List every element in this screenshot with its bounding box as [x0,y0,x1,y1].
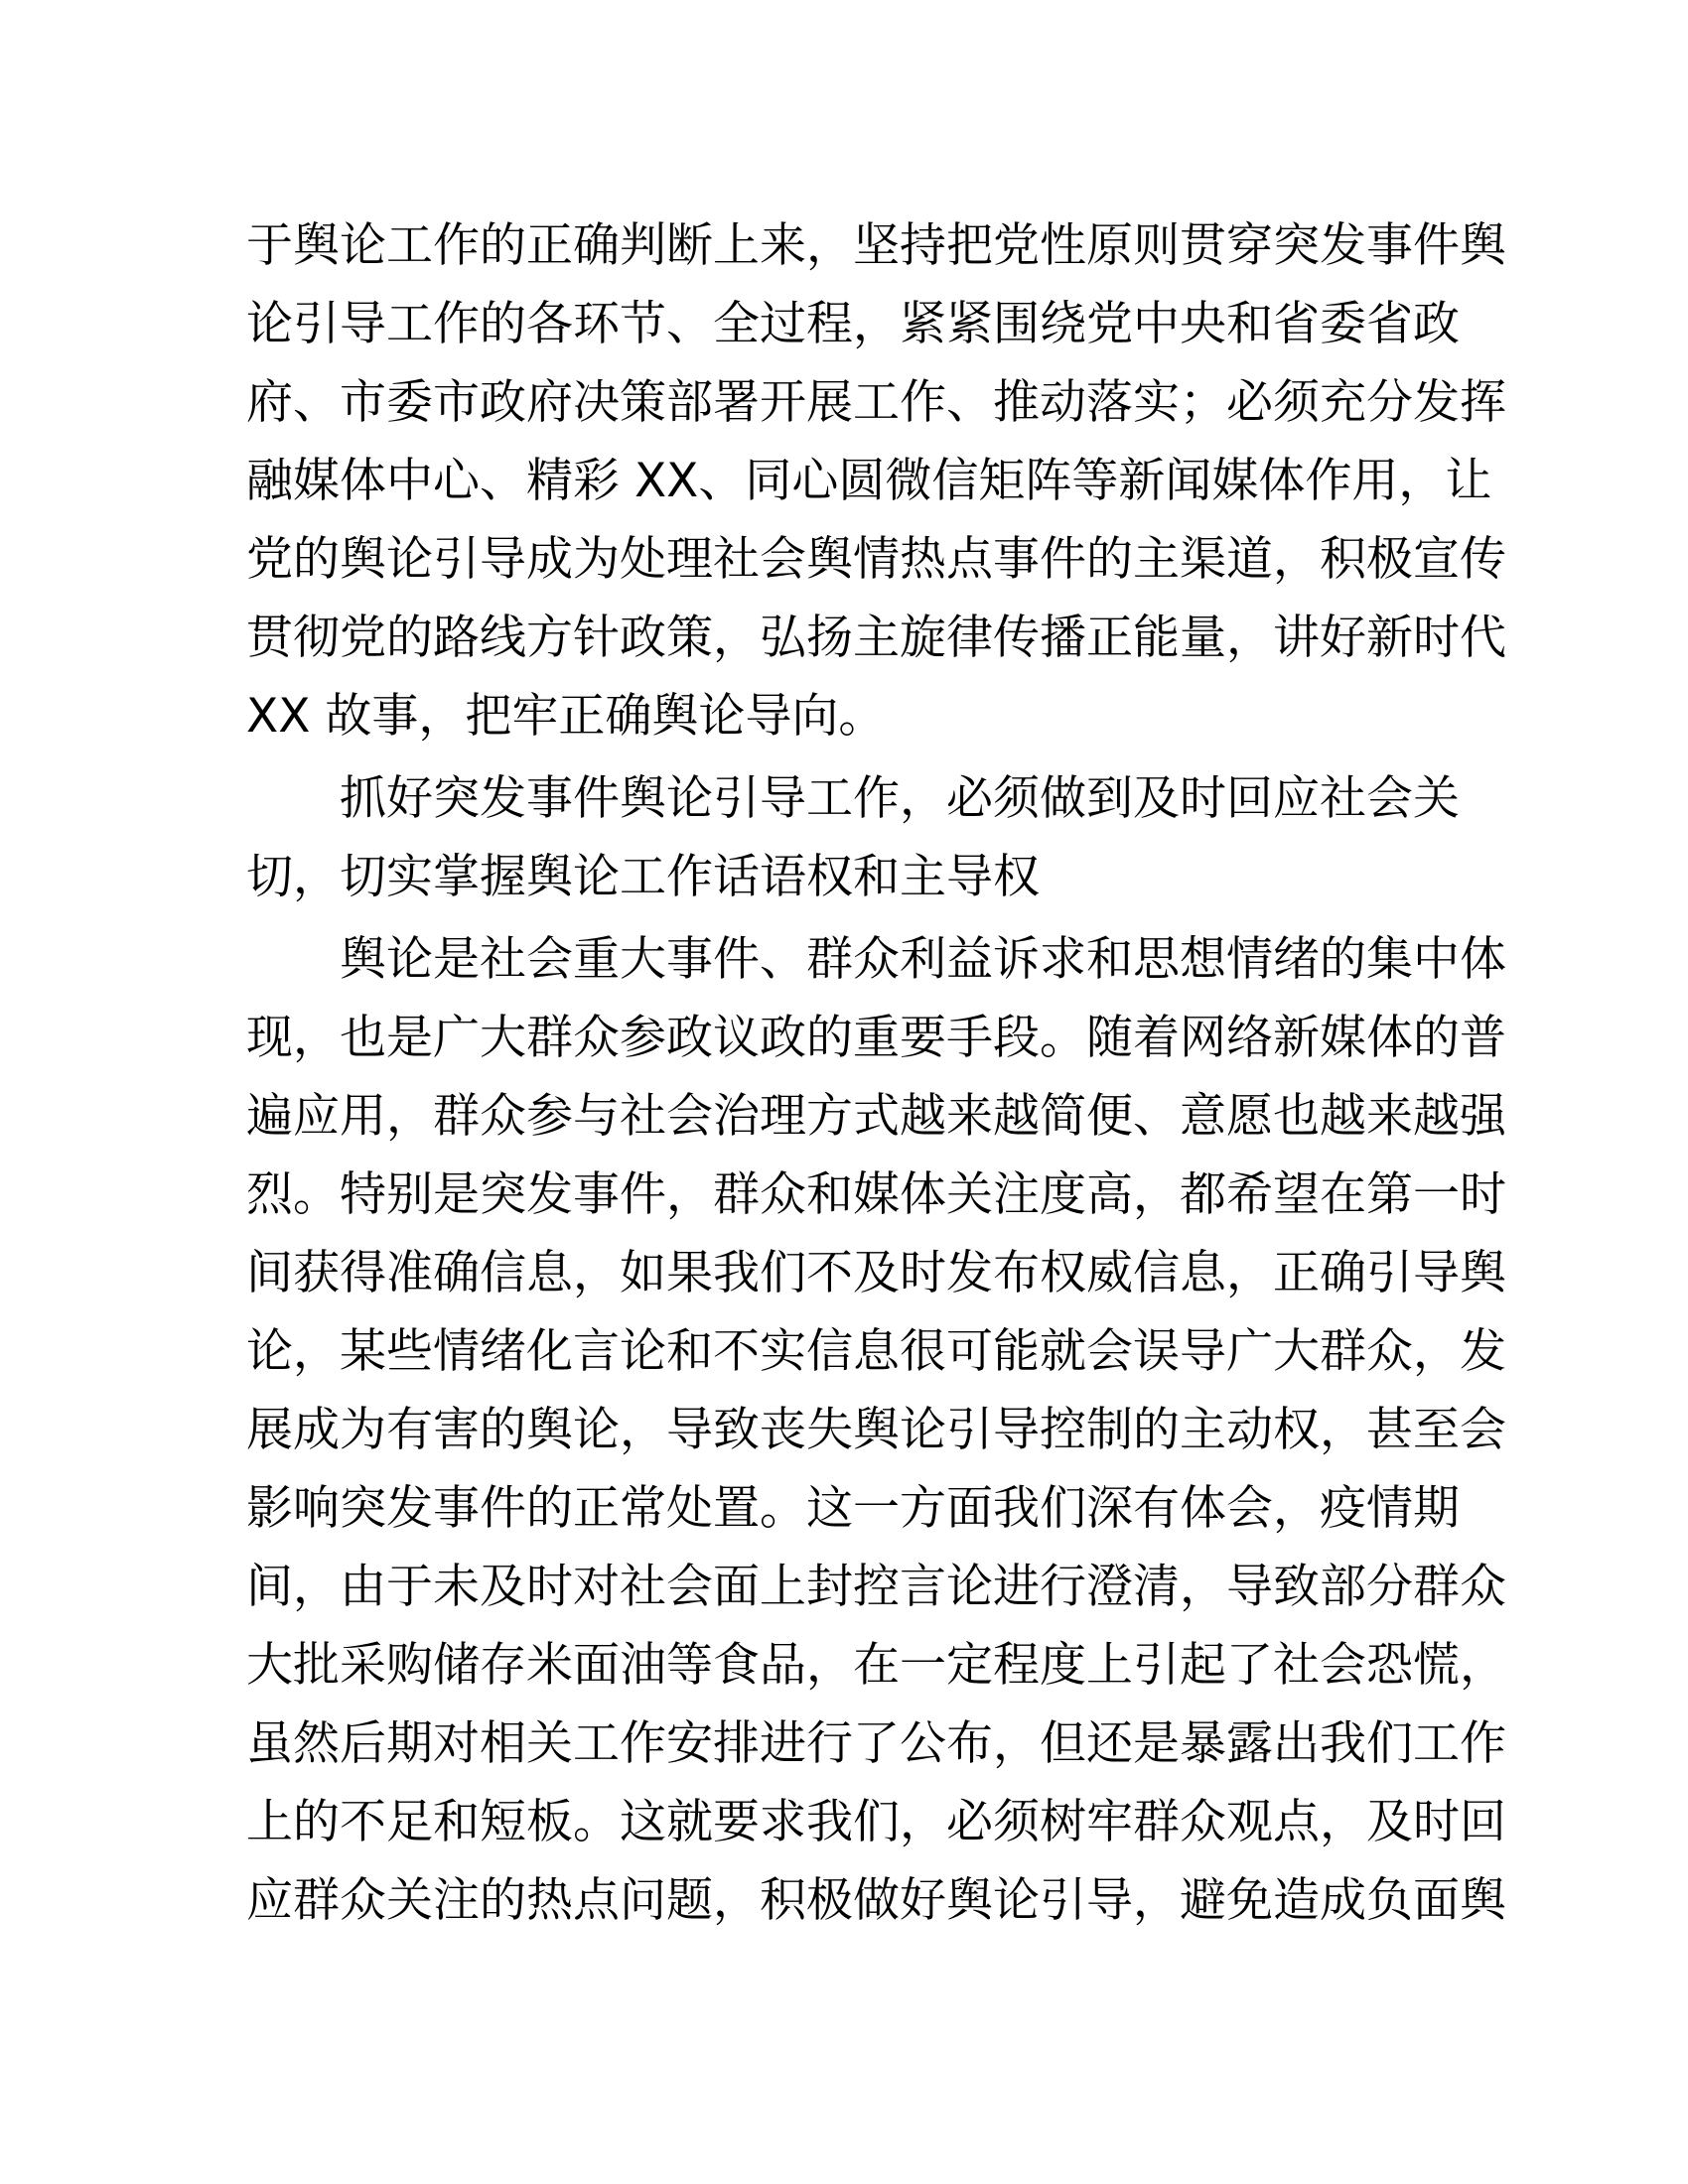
text-line: 于舆论工作的正确判断上来，坚持把党性原则贯穿突发事件舆 [246,218,1506,273]
text-line: 大批采购储存米面油等食品，在一定程度上引起了社会恐慌， [246,1638,1506,1693]
text-line: 影响突发事件的正常处置。这一方面我们深有体会，疫情期 [246,1481,1460,1536]
text-line: 贯彻党的路线方针政策，弘扬主旋律传播正能量，讲好新时代 [246,611,1506,665]
text-line: 应群众关注的热点问题，积极做好舆论引导，避免造成负面舆 [246,1873,1506,1928]
text-line: 舆论是社会重大事件、群众利益诉求和思想情绪的集中体 [340,932,1506,987]
text-line: 论，某些情绪化言论和不实信息很可能就会误导广大群众，发 [246,1324,1506,1379]
text-line: 党的舆论引导成为处理社会舆情热点事件的主渠道，积极宣传 [246,532,1506,587]
text-line: 间获得准确信息，如果我们不及时发布权威信息，正确引导舆 [246,1246,1506,1300]
text-line: 上的不足和短板。这就要求我们，必须树牢群众观点，及时回 [246,1795,1506,1849]
section-heading [246,759,1460,916]
text-line: XX 故事，把牢正确舆论导向。 [246,689,886,744]
text-line: 虽然后期对相关工作安排进行了公布，但还是暴露出我们工作 [246,1716,1506,1771]
heading-line: 切，切实掌握舆论工作话语权和主导权 [246,850,1040,904]
document-body [246,206,1506,1940]
text-line: 论引导工作的各环节、全过程，紧紧围绕党中央和省委省政 [246,297,1460,351]
text-line: 府、市委市政府决策部署开展工作、推动落实；必须充分发挥 [246,375,1506,430]
text-line: 烈。特别是突发事件，群众和媒体关注度高，都希望在第一时 [246,1167,1506,1222]
text-line: 展成为有害的舆论，导致丧失舆论引导控制的主动权，甚至会 [246,1403,1506,1457]
heading-line: 抓好突发事件舆论引导工作，必须做到及时回应社会关 [340,771,1460,826]
text-line: 现，也是广大群众参政议政的重要手段。随着网络新媒体的普 [246,1011,1506,1065]
text-line: 遍应用，群众参与社会治理方式越来越简便、意愿也越来越强 [246,1089,1506,1144]
text-line: 融媒体中心、精彩 XX、同心圆微信矩阵等新闻媒体作用，让 [246,454,1492,508]
paragraph-body [246,920,1506,1940]
text-line: 间，由于未及时对社会面上封控言论进行澄清，导致部分群众 [246,1560,1506,1614]
paragraph-continued [246,206,1506,755]
